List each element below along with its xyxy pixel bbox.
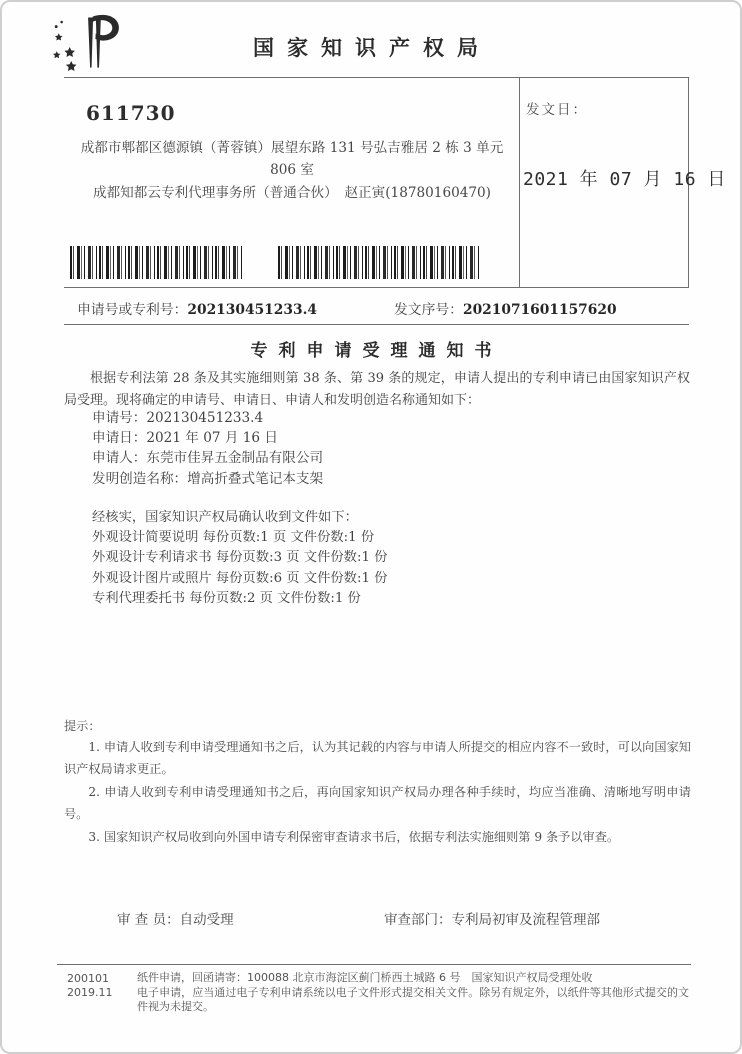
divider-below-reference [64,324,689,325]
agency-title: 国家知识产权局 [253,35,491,60]
notice-title: 专利申请受理通知书 [250,341,503,361]
barcode-left-icon [70,246,244,279]
field-value: 202130451233.4 [146,410,264,426]
examiner-value: 自动受理 [179,912,234,928]
field-application-date [92,428,323,448]
field-value: 东莞市佳昇五金制品有限公司 [146,450,324,467]
field-value: 增高折叠式笔记本支架 [187,470,324,487]
paper-filing-note: 纸件申请，回函请寄：100088 北京市海淀区蓟门桥西土城路 6 号 国家知识产权局受理处收 [137,971,593,984]
field-application-number [92,408,323,428]
barcode-right-icon [278,246,479,279]
tip-item-2: 2. 申请人收到专利申请受理通知书之后，再向国家知识产权局办理各种手续时，均应当准确、清晰地写明申请号。 [64,784,691,822]
field-invention-title [92,469,323,489]
header-divider [64,77,689,78]
electronic-filing-note: 电子申请，应当通过电子专利申请系统以电子文件形式提交相关文件。除另有规定外，以纸件等其他形式提交的文件视为未提交。 [137,985,689,1013]
examiner-group [117,908,234,928]
serial-number-group [394,298,617,318]
postal-code: 611730 [86,101,176,125]
patent-agent-line: 成都知都云专利代理事务所（普通合伙） 赵正寅(18780160470) [92,185,491,201]
date-box-left-border [519,78,520,287]
application-number-value: 202130451233.4 [187,302,317,318]
application-number-group [77,298,317,318]
application-number-label: 申请号或专利号： [77,302,188,318]
application-fields [92,408,323,489]
issue-date-value: 2021 年 07 月 16 日 [523,169,726,190]
received-item: 外观设计图片或照片 每份页数:6 页 文件份数:1 份 [92,570,388,586]
department-value: 专利局初审及流程管理部 [451,912,600,928]
footer-notes [137,971,689,1015]
received-item: 外观设计简要说明 每份页数:1 页 文件份数:1 份 [92,530,375,546]
serial-number-label: 发文序号： [394,302,463,318]
mailing-address-line1: 成都市郫都区德源镇（菁蓉镇）展望东路 131 号弘吉雅居 2 栋 3 单元 [80,140,504,156]
field-label: 申请号： [92,410,147,426]
serial-number-value: 2021071601157620 [462,302,617,318]
field-value: 2021 年 07 月 16 日 [146,430,278,447]
field-label: 申请人： [92,450,147,467]
received-item: 专利代理委托书 每份页数:2 页 文件份数:1 份 [92,590,361,606]
examiner-label: 审 查 员： [117,912,180,928]
issue-date-label: 发文日： [526,102,588,118]
field-label: 发明创造名称： [92,470,188,487]
mailing-address-line2: 806 室 [270,162,314,178]
tip-item-1: 1. 申请人收到专利申请受理通知书之后，认为其记载的内容与申请人所提交的相应内容不一致时，可以向国家知识产权局请求更正。 [64,740,691,777]
received-item: 外观设计专利请求书 每份页数:3 页 文件份数:1 份 [92,550,388,566]
field-label: 申请日： [92,430,147,447]
footer-divider [57,964,691,965]
form-code: 200101 [67,972,109,985]
tips-section [64,716,691,848]
field-applicant [92,448,323,468]
notice-intro-paragraph: 根据专利法第 28 条及其实施细则第 38 条、第 39 条的规定，申请人提出的专利申请已由国家知识产权局受理。现将确定的申请号、申请日、申请人和发明创造名称通知如下： [64,371,690,408]
form-date: 2019.11 [67,986,113,999]
department-label: 审查部门： [384,912,452,928]
divider-above-reference [64,287,689,288]
cnipa-emblem-icon [48,12,130,78]
department-group [384,908,600,928]
tip-item-3: 3. 国家知识产权局收到向外国申请专利保密审查请求书后，依据专利法实施细则第 9 条予以审查。 [88,829,620,844]
received-documents [92,508,387,609]
tips-title: 提示： [64,719,101,733]
received-intro: 经核实，国家知识产权局确认收到文件如下： [92,510,358,525]
